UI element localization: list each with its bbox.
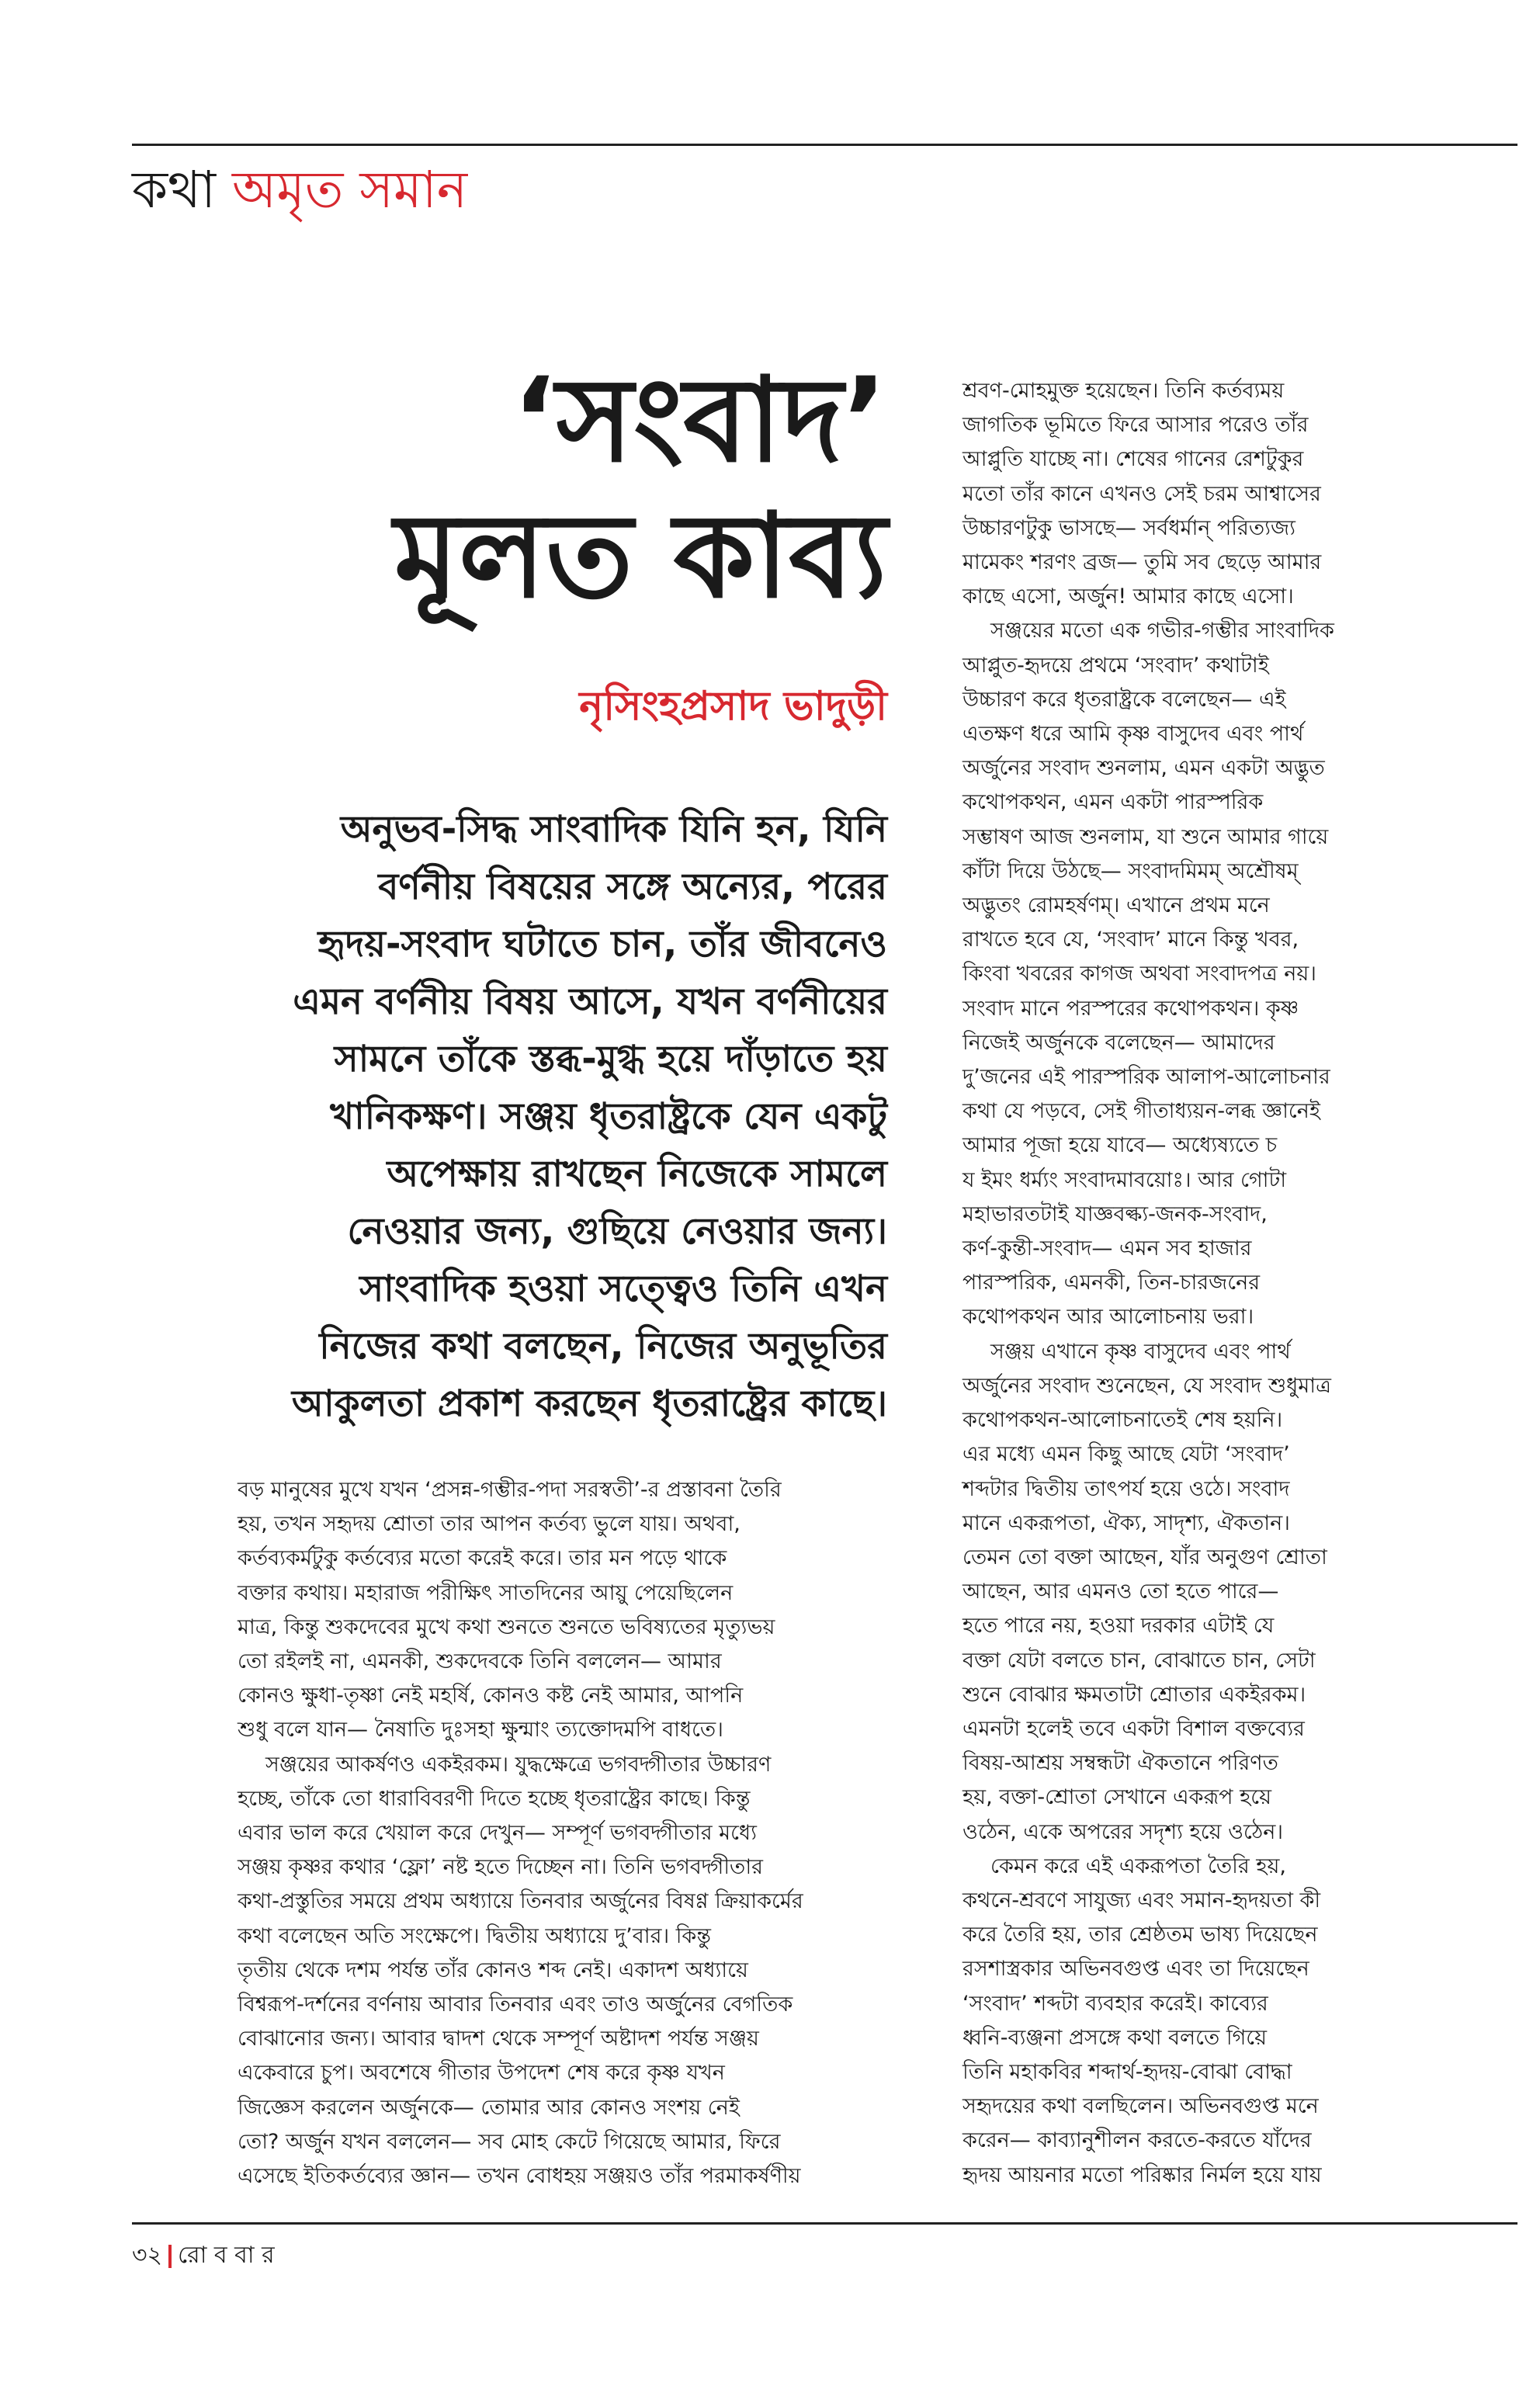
body-text-line: বড় মানুষের মুখে যখন ‘প্রসন্ন-গম্ভীর-পদা সরস্বতী’-র প্রস্তাবনা তৈরি	[238, 1478, 782, 1502]
body-text-line: কর্ণ-কুন্তী-সংবাদ— এমন সব হাজার	[962, 1236, 1252, 1261]
body-text-line: এর মধ্যে এমন কিছু আছে যেটা ‘সংবাদ’	[962, 1442, 1290, 1467]
author-byline: নৃসিংহপ্রসাদ ভাদুড়ী	[579, 683, 887, 730]
body-text-line: তো? অর্জুন যখন বললেন— সব মোহ কেটে গিয়েছে আমার, ফিরে	[238, 2129, 781, 2154]
body-text-line: অর্জুনের সংবাদ শুনলাম, এমন একটা অদ্ভুত	[962, 756, 1325, 781]
body-text-line: মানে একরূপতা, ঐক্য, সাদৃশ্য, ঐকতান।	[962, 1510, 1290, 1535]
body-text-line: এসেছে ইতিকর্তব্যের জ্ঞান— তখন বোধহয় সঞ্জয়ও তাঁর পরমাকর্ষণীয়	[238, 2164, 801, 2189]
footer-rule	[132, 2222, 1517, 2225]
body-text-line: উচ্চারণটুকু ভাসছে— সর্বধর্মান্ পরিত্যজ্য	[962, 515, 1295, 540]
body-text-line: কর্তব্যকর্মটুকু কর্তব্যের মতো করেই করে। তার মন পড়ে থাকে	[238, 1546, 727, 1571]
body-text-line: য ইমং ধর্ম্যং সংবাদমাবয়োঃ। আর গোটা	[962, 1167, 1287, 1192]
body-text-line: সঞ্জয়ের মতো এক গভীর-গম্ভীর সাংবাদিক	[990, 619, 1334, 643]
body-text-line: শ্রবণ-মোহমুক্ত হয়েছেন। তিনি কর্তব্যময়	[962, 379, 1285, 403]
body-text-line: বক্তার কথায়। মহারাজ পরীক্ষিৎ সাতদিনের আয়ু পেয়েছিলেন	[238, 1580, 734, 1605]
body-text-line: বক্তা যেটা বলতে চান, বোঝাতে চান, সেটা	[962, 1648, 1316, 1673]
body-column-left	[238, 1473, 890, 2194]
body-text-line: কাছে এসো, অর্জুন! আমার কাছে এসো।	[962, 584, 1294, 609]
title-line: মূলত কাব্য	[394, 489, 887, 624]
body-text-line: অর্জুনের সংবাদ শুনেছেন, যে সংবাদ শুধুমাত্র	[962, 1373, 1331, 1398]
body-text-line: নিজেই অর্জুনকে বলেছেন— আমাদের	[962, 1030, 1275, 1055]
body-text-line: আমার পূজা হয়ে যাবে— অধ্যেষ্যতে চ	[962, 1133, 1278, 1158]
magazine-name: রো ব বা র	[178, 2242, 275, 2269]
body-text-line: দু’জনের এই পারস্পরিক আলাপ-আলোচনার	[962, 1065, 1330, 1090]
pull-quote-line: অপেক্ষায় রাখছেন নিজেকে সামলে	[387, 1153, 887, 1195]
section-header	[132, 155, 467, 225]
body-text-line: এমনটা হলেই তবে একটা বিশাল বক্তব্যের	[962, 1716, 1305, 1741]
body-text-line: এতক্ষণ ধরে আমি কৃষ্ণ বাসুদেব এবং পার্থ	[962, 722, 1304, 747]
body-text-line: বোঝানোর জন্য। আবার দ্বাদশ থেকে সম্পূর্ণ অষ্টাদশ পর্যন্ত সঞ্জয়	[238, 2027, 759, 2051]
body-text-line: মহাভারতটাই যাজ্ঞবল্ক্য-জনক-সংবাদ,	[962, 1202, 1268, 1226]
body-text-line: বিষয়-আশ্রয় সম্বন্ধটা ঐকতানে পরিণত	[962, 1751, 1278, 1776]
page-number: ৩২	[132, 2242, 163, 2269]
pull-quote-line: নিজের কথা বলছেন, নিজের অনুভূতির	[319, 1325, 887, 1368]
body-text-line: মামেকং শরণং ব্রজ— তুমি সব ছেড়ে আমার	[962, 550, 1322, 575]
body-text-line: বিশ্বরূপ-দর্শনের বর্ণনায় আবার তিনবার এবং তাও অর্জুনের বেগতিক	[238, 1992, 793, 2017]
body-text-line: কথা বলেছেন অতি সংক্ষেপে। দ্বিতীয় অধ্যায়ে দু’বার। কিন্তু	[238, 1923, 711, 1948]
footer-divider	[168, 2245, 172, 2268]
body-text-line: কথোপকথন, এমন একটা পারস্পরিক	[962, 790, 1264, 815]
body-text-line: হতে পারে নয়, হওয়া দরকার এটাই যে	[962, 1614, 1275, 1639]
body-text-line: সহৃদয়ের কথা বলছিলেন। অভিনবগুপ্ত মনে	[962, 2094, 1319, 2119]
body-text-line: কোনও ক্ষুধা-তৃষ্ণা নেই মহর্ষি, কোনও কষ্ট নেই আমার, আপনি	[238, 1684, 744, 1708]
body-text-line: জিজ্ঞেস করলেন অর্জুনকে— তোমার আর কোনও সংশয় নেই	[238, 2095, 740, 2120]
body-text-line: পারস্পরিক, এমনকী, তিন-চারজনের	[962, 1271, 1261, 1295]
body-text-line: কথোপকথন আর আলোচনায় ভরা।	[962, 1305, 1254, 1330]
body-text-line: সঞ্জয় কৃষ্ণর কথার ‘ফ্লো’ নষ্ট হতে দিচ্ছেন না। তিনি ভগবদ্গীতার	[238, 1855, 763, 1880]
body-text-line: শব্দটার দ্বিতীয় তাৎপর্য হয়ে ওঠে। সংবাদ	[962, 1476, 1290, 1501]
body-text-line: সম্ভাষণ আজ শুনলাম, যা শুনে আমার গায়ে	[962, 824, 1329, 849]
body-text-line: করেন— কাব্যানুশীলন করতে-করতে যাঁদের	[962, 2128, 1312, 2153]
body-text-line: কেমন করে এই একরূপতা তৈরি হয়,	[990, 1854, 1286, 1878]
body-text-line: কথোপকথন-আলোচনাতেই শেষ হয়নি।	[962, 1408, 1283, 1433]
page-footer	[132, 2239, 275, 2273]
body-text-line: তো রইলই না, এমনকী, শুকদেবকে তিনি বললেন— আমার	[238, 1649, 722, 1674]
body-text-line: সঞ্জয়ের আকর্ষণও একইরকম। যুদ্ধক্ষেত্রে ভগবদ্গীতার উচ্চারণ	[265, 1752, 772, 1777]
pull-quote	[189, 801, 887, 1433]
body-text-line: মতো তাঁর কানে এখনও সেই চরম আশ্বাসের	[962, 481, 1321, 506]
body-text-line: মাত্র, কিন্তু শুকদেবের মুখে কথা শুনতে শুনতে ভবিষ্যতের মৃত্যুভয়	[238, 1614, 775, 1639]
body-text-line: কথা-প্রস্তুতির সময়ে প্রথম অধ্যায়ে তিনবার অর্জুনের বিষণ্ণ ক্রিয়াকর্মের	[238, 1889, 803, 1914]
body-text-line: হয়, বক্তা-শ্রোতা সেখানে একরূপ হয়ে	[962, 1785, 1272, 1810]
body-text-line: শুনে বোঝার ক্ষমতাটা শ্রোতার একইরকম।	[962, 1682, 1306, 1707]
title-line: ‘সংবাদ’	[512, 353, 887, 488]
body-text-line: তিনি মহাকবির শব্দার্থ-হৃদয়-বোঝা বোদ্ধা	[962, 2059, 1292, 2084]
body-text-line: তেমন তো বক্তা আছেন, যাঁর অনুগুণ শ্রোতা	[962, 1545, 1327, 1569]
body-text-line: ওঠেন, একে অপরের সদৃশ্য হয়ে ওঠেন।	[962, 1819, 1283, 1844]
body-text-line: কথনে-শ্রবণে সাযুজ্য এবং সমান-হৃদয়তা কী	[962, 1888, 1321, 1913]
body-text-line: আপ্লুত-হৃদয়ে প্রথমে ‘সংবাদ’ কথাটাই	[962, 653, 1269, 678]
body-text-line: আপ্লুতি যাচ্ছে না। শেষের গানের রেশটুকুর	[962, 447, 1304, 472]
body-text-line: করে তৈরি হয়, তার শ্রেষ্ঠতম ভাষ্য দিয়েছেন	[962, 1923, 1318, 1947]
body-text-line: হচ্ছে, তাঁকে তো ধারাবিবরণী দিতে হচ্ছে ধৃতরাষ্ট্রের কাছে। কিন্তু	[238, 1786, 751, 1811]
article-title	[394, 353, 887, 625]
body-text-line: জাগতিক ভূমিতে ফিরে আসার পরেও তাঁর	[962, 413, 1309, 438]
body-text-line: সংবাদ মানে পরস্পরের কথোপকথন। কৃষ্ণ	[962, 996, 1299, 1021]
body-text-line: অদ্ভুতং রোমহর্ষণম্। এখানে প্রথম মনে	[962, 893, 1270, 918]
pull-quote-line: এমন বর্ণনীয় বিষয় আসে, যখন বর্ণনীয়ের	[293, 980, 887, 1023]
section-header-prefix: কথা	[132, 160, 217, 220]
body-text-line: উচ্চারণ করে ধৃতরাষ্ট্রকে বলেছেন— এই	[962, 687, 1286, 712]
body-text-line: ধ্বনি-ব্যঞ্জনা প্রসঙ্গে কথা বলতে গিয়ে	[962, 2025, 1268, 2050]
section-header-highlight: অমৃত সমান	[232, 160, 468, 220]
body-text-line: রাখতে হবে যে, ‘সংবাদ’ মানে কিন্তু খবর,	[962, 928, 1299, 952]
header-rule	[132, 144, 1517, 146]
body-text-line: রসশাস্ত্রকার অভিনবগুপ্ত এবং তা দিয়েছেন	[962, 1957, 1309, 1982]
body-text-line: ‘সংবাদ’ শব্দটা ব্যবহার করেই। কাব্যের	[962, 1991, 1268, 2016]
pull-quote-line: বর্ণনীয় বিষয়ের সঙ্গে অন্যের, পরের	[378, 865, 887, 908]
body-text-line: শুধু বলে যান— নৈষাতি দুঃসহা ক্ষুন্মাং ত্যক্তোদমপি বাধতে।	[238, 1718, 723, 1743]
body-text-line: এবার ভাল করে খেয়াল করে দেখুন— সম্পূর্ণ ভগবদ্গীতার মধ্যে	[238, 1821, 757, 1846]
pull-quote-line: খানিকক্ষণ। সঞ্জয় ধৃতরাষ্ট্রকে যেন একটু	[330, 1095, 887, 1138]
body-text-line: কিংবা খবরের কাগজ অথবা সংবাদপত্র নয়।	[962, 962, 1316, 987]
body-text-line: কাঁটা দিয়ে উঠছে— সংবাদমিমম্ অশ্রৌষম্	[962, 858, 1299, 883]
body-text-line: আছেন, আর এমনও তো হতে পারে—	[962, 1580, 1279, 1604]
pull-quote-line: অনুভব-সিদ্ধ সাংবাদিক যিনি হন, যিনি	[340, 808, 887, 851]
pull-quote-line: আকুলতা প্রকাশ করছেন ধৃতরাষ্ট্রের কাছে।	[291, 1382, 887, 1425]
body-column-right	[962, 374, 1386, 2193]
body-text-line: হয়, তখন সহৃদয় শ্রোতা তার আপন কর্তব্য ভুলে যায়। অথবা,	[238, 1512, 741, 1537]
body-text-line: তৃতীয় থেকে দশম পর্যন্ত তাঁর কোনও শব্দ নেই। একাদশ অধ্যায়ে	[238, 1958, 748, 1982]
pull-quote-line: সামনে তাঁকে স্তব্ধ-মুগ্ধ হয়ে দাঁড়াতে হয়	[334, 1038, 887, 1080]
body-text-line: একেবারে চুপ। অবশেষে গীতার উপদেশ শেষ করে কৃষ্ণ যখন	[238, 2061, 725, 2086]
pull-quote-line: সাংবাদিক হওয়া সত্ত্বেও তিনি এখন	[359, 1268, 887, 1310]
pull-quote-line: নেওয়ার জন্য, গুছিয়ে নেওয়ার জন্য।	[347, 1210, 887, 1253]
body-text-line: হৃদয় আয়নার মতো পরিষ্কার নির্মল হয়ে যায়	[962, 2162, 1322, 2187]
body-text-line: সঞ্জয় এখানে কৃষ্ণ বাসুদেব এবং পার্থ	[990, 1339, 1291, 1364]
body-text-line: কথা যে পড়বে, সেই গীতাধ্যয়ন-লব্ধ জ্ঞানেই	[962, 1099, 1320, 1124]
pull-quote-line: হৃদয়-সংবাদ ঘটাতে চান, তাঁর জীবনেও	[317, 923, 887, 966]
